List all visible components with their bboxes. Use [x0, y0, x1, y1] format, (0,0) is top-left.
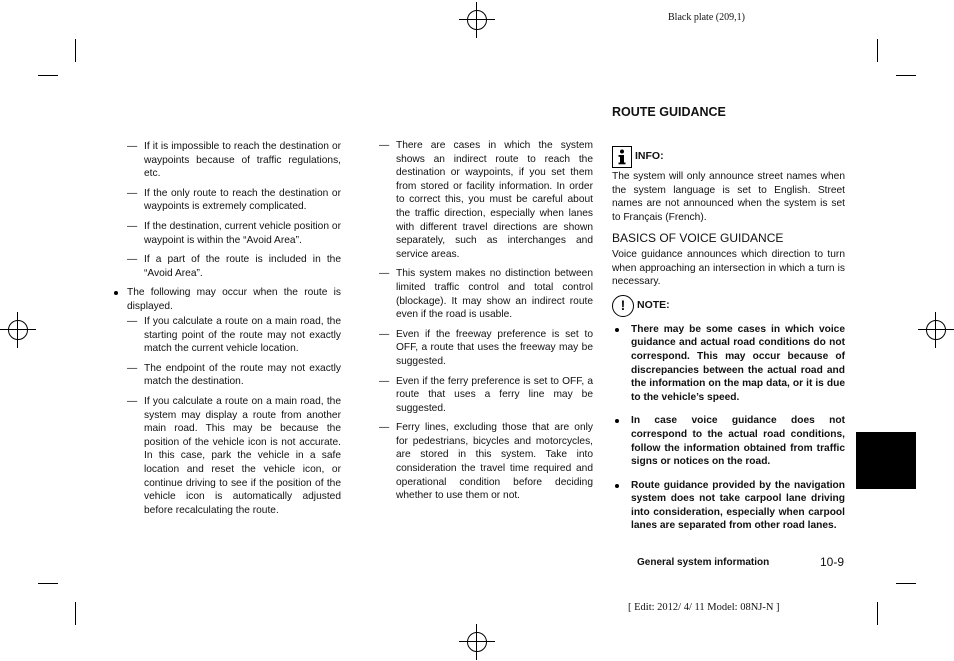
crop-mark [75, 602, 76, 625]
section-title: ROUTE GUIDANCE [612, 105, 726, 119]
list-item: — If you calculate a route on a main road, the system may display a route from another main road. This may be because the position of the vehicle icon is not accurate. In this case, park the vehicle in a safe location and reset the vehicle icon, or continue driving to see if the position of the vehicle icon is automatically adjusted before recalculating the route. [127, 395, 341, 517]
registration-mark [0, 312, 36, 348]
list-item: — If the destination, current vehicle position or waypoint is within the “Avoid Area”. [127, 220, 341, 247]
crop-mark [896, 583, 916, 584]
warning-icon: ! [612, 295, 634, 317]
note-item: In case voice guidance does not correspond to the actual road conditions, follow the information obtained from traffic signs or notices on the road. [612, 414, 845, 468]
crop-mark [75, 39, 76, 62]
list-item: — If you calculate a route on a main road, the starting point of the route may not exactly match the current vehicle location. [127, 315, 341, 356]
info-header [612, 146, 845, 168]
list-item: — Even if the freeway preference is set to OFF, a route that uses the freeway may be suggested. [379, 328, 593, 369]
note-item: There may be some cases in which voice guidance and actual road conditions do not correspond. This may occur because of discrepancies between the actual road and the information on the map data, or it is due to the vehicle’s speed. [612, 323, 845, 405]
crop-mark [877, 602, 878, 625]
basics-text: Voice guidance announces which direction to turn when approaching an intersection in which a turn is necessary. [612, 248, 845, 288]
list-item: — The endpoint of the route may not exactly match the destination. [127, 362, 341, 389]
registration-mark [459, 624, 495, 660]
list-item: — If a part of the route is included in the “Avoid Area”. [127, 253, 341, 280]
registration-mark [459, 2, 495, 38]
section-tab [856, 432, 916, 489]
crop-mark [38, 75, 58, 76]
page-number: 10-9 [820, 555, 845, 569]
list-item: — Even if the ferry preference is set to OFF, a route that uses a ferry line may be suggested. [379, 375, 593, 416]
edit-info: [ Edit: 2012/ 4/ 11 Model: 08NJ-N ] [628, 602, 780, 613]
right-column [612, 146, 845, 533]
crop-mark [896, 75, 916, 76]
footer-section: General system information [637, 557, 770, 568]
middle-column [379, 139, 593, 509]
note-header [612, 295, 845, 317]
bullet-text: The following may occur when the route is displayed. [127, 287, 341, 312]
subheading: BASICS OF VOICE GUIDANCE [612, 231, 784, 246]
note-item: Route guidance provided by the navigation system does not take carpool lane driving into consideration, especially when carpool lanes are separated from other road lanes. [612, 479, 845, 533]
bullet-item [112, 286, 341, 313]
info-text: The system will only announce street names when the system language is set to English. Street names are not announced when the system is set to Français (French). [612, 171, 845, 223]
left-column-sub [127, 315, 341, 523]
list-item: — If it is impossible to reach the destination or waypoints because of traffic regulations, etc. [127, 140, 341, 181]
left-column [127, 140, 341, 286]
list-item: — There are cases in which the system shows an indirect route to reach the destination or waypoints, if you set them from stored or facility information. In order to correct this, you must be careful about the traffic direction, especially when lanes with different travel directions are shown separately, such as interchanges and service areas. [379, 139, 593, 261]
registration-mark [918, 312, 954, 348]
list-item: — If the only route to reach the destination or waypoints is extremely complicated. [127, 187, 341, 214]
list-item: — This system makes no distinction between limited traffic control and total control (blockage). It may show an indirect route even if the road is usable. [379, 267, 593, 321]
crop-mark [38, 583, 58, 584]
crop-mark [877, 39, 878, 62]
list-item: — Ferry lines, excluding those that are only for pedestrians, bicycles and motorcycles, are stored in this system. Take into consideration the travel time required and operational condition before deciding whether to use them or not. [379, 421, 593, 503]
info-label: INFO: [635, 150, 664, 163]
plate-label: Black plate (209,1) [668, 12, 745, 23]
note-label: NOTE: [637, 298, 670, 311]
info-icon [612, 146, 632, 168]
